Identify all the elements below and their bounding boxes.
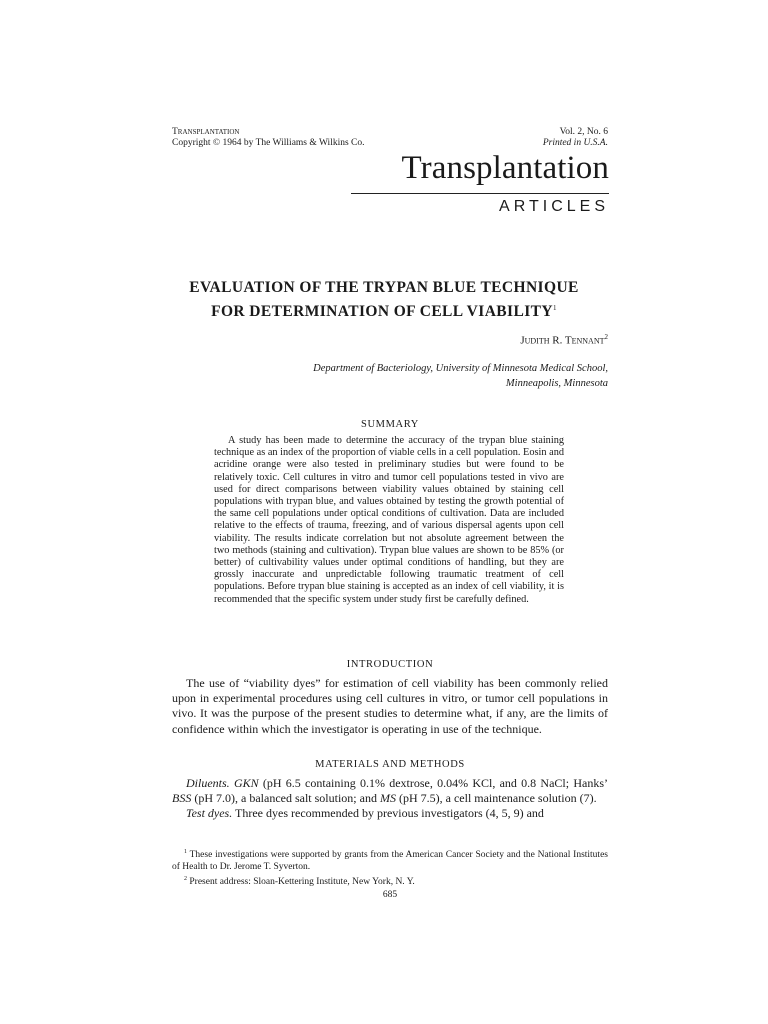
diluents-text: (pH 7.0), a balanced salt solution; and [191, 791, 380, 806]
summary-paragraph: A study has been made to determine the accuracy of the trypan blue staining technique as an index of the proportion of viable cells in a cell population. Eosin and acridine orange were also tested in preliminary studies but were found to be relatively toxic. Cell cultures in vitro and tumor cell populations tested in vivo are used for direct comparisons between viability values obtained by staining cell populations with trypan blue, and values obtained by testing the growth potential of the same cell populations under optical conditions of cultivation. Data are included relative to the effects of trauma, freezing, and of various dispersal agents upon cell viability. The results indicate correlation but not absolute agreement between the two methods (staining and cultivation). Trypan blue values are shown to be 85% (or better) of cultivability values under optimal conditions of handling, but they are grossly inaccurate and unpredictable following traumatic treatment of cell populations. Before trypan blue staining is accepted as an index of cell viability, it is recommended that the specific system under study first be carefully defined. [214, 435, 564, 605]
methods-heading: MATERIALS AND METHODS [315, 759, 465, 770]
footnote-1-text: These investigations were supported by grants from the American Cancer Society and the National Institutes of Health to Dr. Jerome T. Syverton. [172, 850, 608, 873]
diluents-lead: Diluents. [186, 776, 230, 790]
diluents-text: (pH 6.5 containing 0.1% dextrose, 0.04% KCl, and 0.8 NaCl; Hanks’ [258, 776, 609, 790]
title-footnote-mark: 1 [552, 304, 557, 312]
article-title-line-2: FOR DETERMINATION OF CELL VIABILITY [211, 303, 553, 321]
diluents-text: (pH 7.5), a cell maintenance solution (7). [395, 791, 597, 806]
summary-section [214, 435, 564, 606]
affiliation [250, 361, 608, 391]
affiliation-line-2: Minneapolis, Minnesota [505, 378, 608, 389]
footnote-2-mark: 2 [184, 876, 187, 883]
author-name: Judith R. Tennant [520, 334, 605, 347]
footnote-2 [172, 873, 608, 888]
article-title-line-1: EVALUATION OF THE TRYPAN BLUE TECHNIQUE [189, 279, 579, 296]
footnotes [172, 846, 608, 888]
introduction-heading: INTRODUCTION [346, 659, 434, 670]
footnote-2-text: Present address: Sloan-Kettering Institute, New York, N. Y. [187, 877, 415, 888]
ms-abbrev: MS [379, 791, 396, 806]
masthead-rule [351, 193, 609, 194]
journal-masthead-title: Transplantation [401, 150, 609, 186]
test-dyes-text: Three dyes recommended by previous investigators (4, 5, 9) and [232, 806, 544, 821]
footnote-1 [172, 846, 608, 873]
introduction-paragraph: The use of “viability dyes” for estimation of cell viability has been commonly relied upon in experimental procedures using cell cultures in vitro, or tumor cell populations in vivo. It was the purpose of the present studies to determine what, if any, are the limits of confidence within which the investigator is operating in use of the technique. [172, 676, 608, 736]
journal-header-right [470, 127, 608, 149]
introduction-section [172, 676, 608, 737]
summary-heading: SUMMARY [361, 419, 419, 430]
journal-header-left [172, 127, 432, 149]
diluents-paragraph [172, 776, 608, 806]
footnote-1-mark: 1 [184, 849, 187, 855]
test-dyes-lead: Test dyes. [186, 806, 233, 821]
section-label: ARTICLES [499, 198, 609, 215]
journal-name-small: Transplantation [172, 127, 240, 137]
test-dyes-paragraph [172, 806, 608, 821]
author [380, 333, 608, 347]
page-number: 685 [382, 890, 398, 900]
affiliation-line-1: Department of Bacteriology, University of Minnesota Medical School, [313, 363, 608, 374]
methods-section [172, 776, 608, 822]
bss-abbrev: BSS [172, 791, 192, 806]
article-title [150, 277, 618, 322]
copyright-line: Copyright © 1964 by The Williams & Wilkins Co. [172, 138, 365, 148]
author-footnote-mark: 2 [604, 333, 608, 341]
printed-line: Printed in U.S.A. [542, 138, 608, 148]
gkn-abbrev: GKN [233, 776, 259, 790]
volume-line: Vol. 2, No. 6 [559, 127, 608, 137]
